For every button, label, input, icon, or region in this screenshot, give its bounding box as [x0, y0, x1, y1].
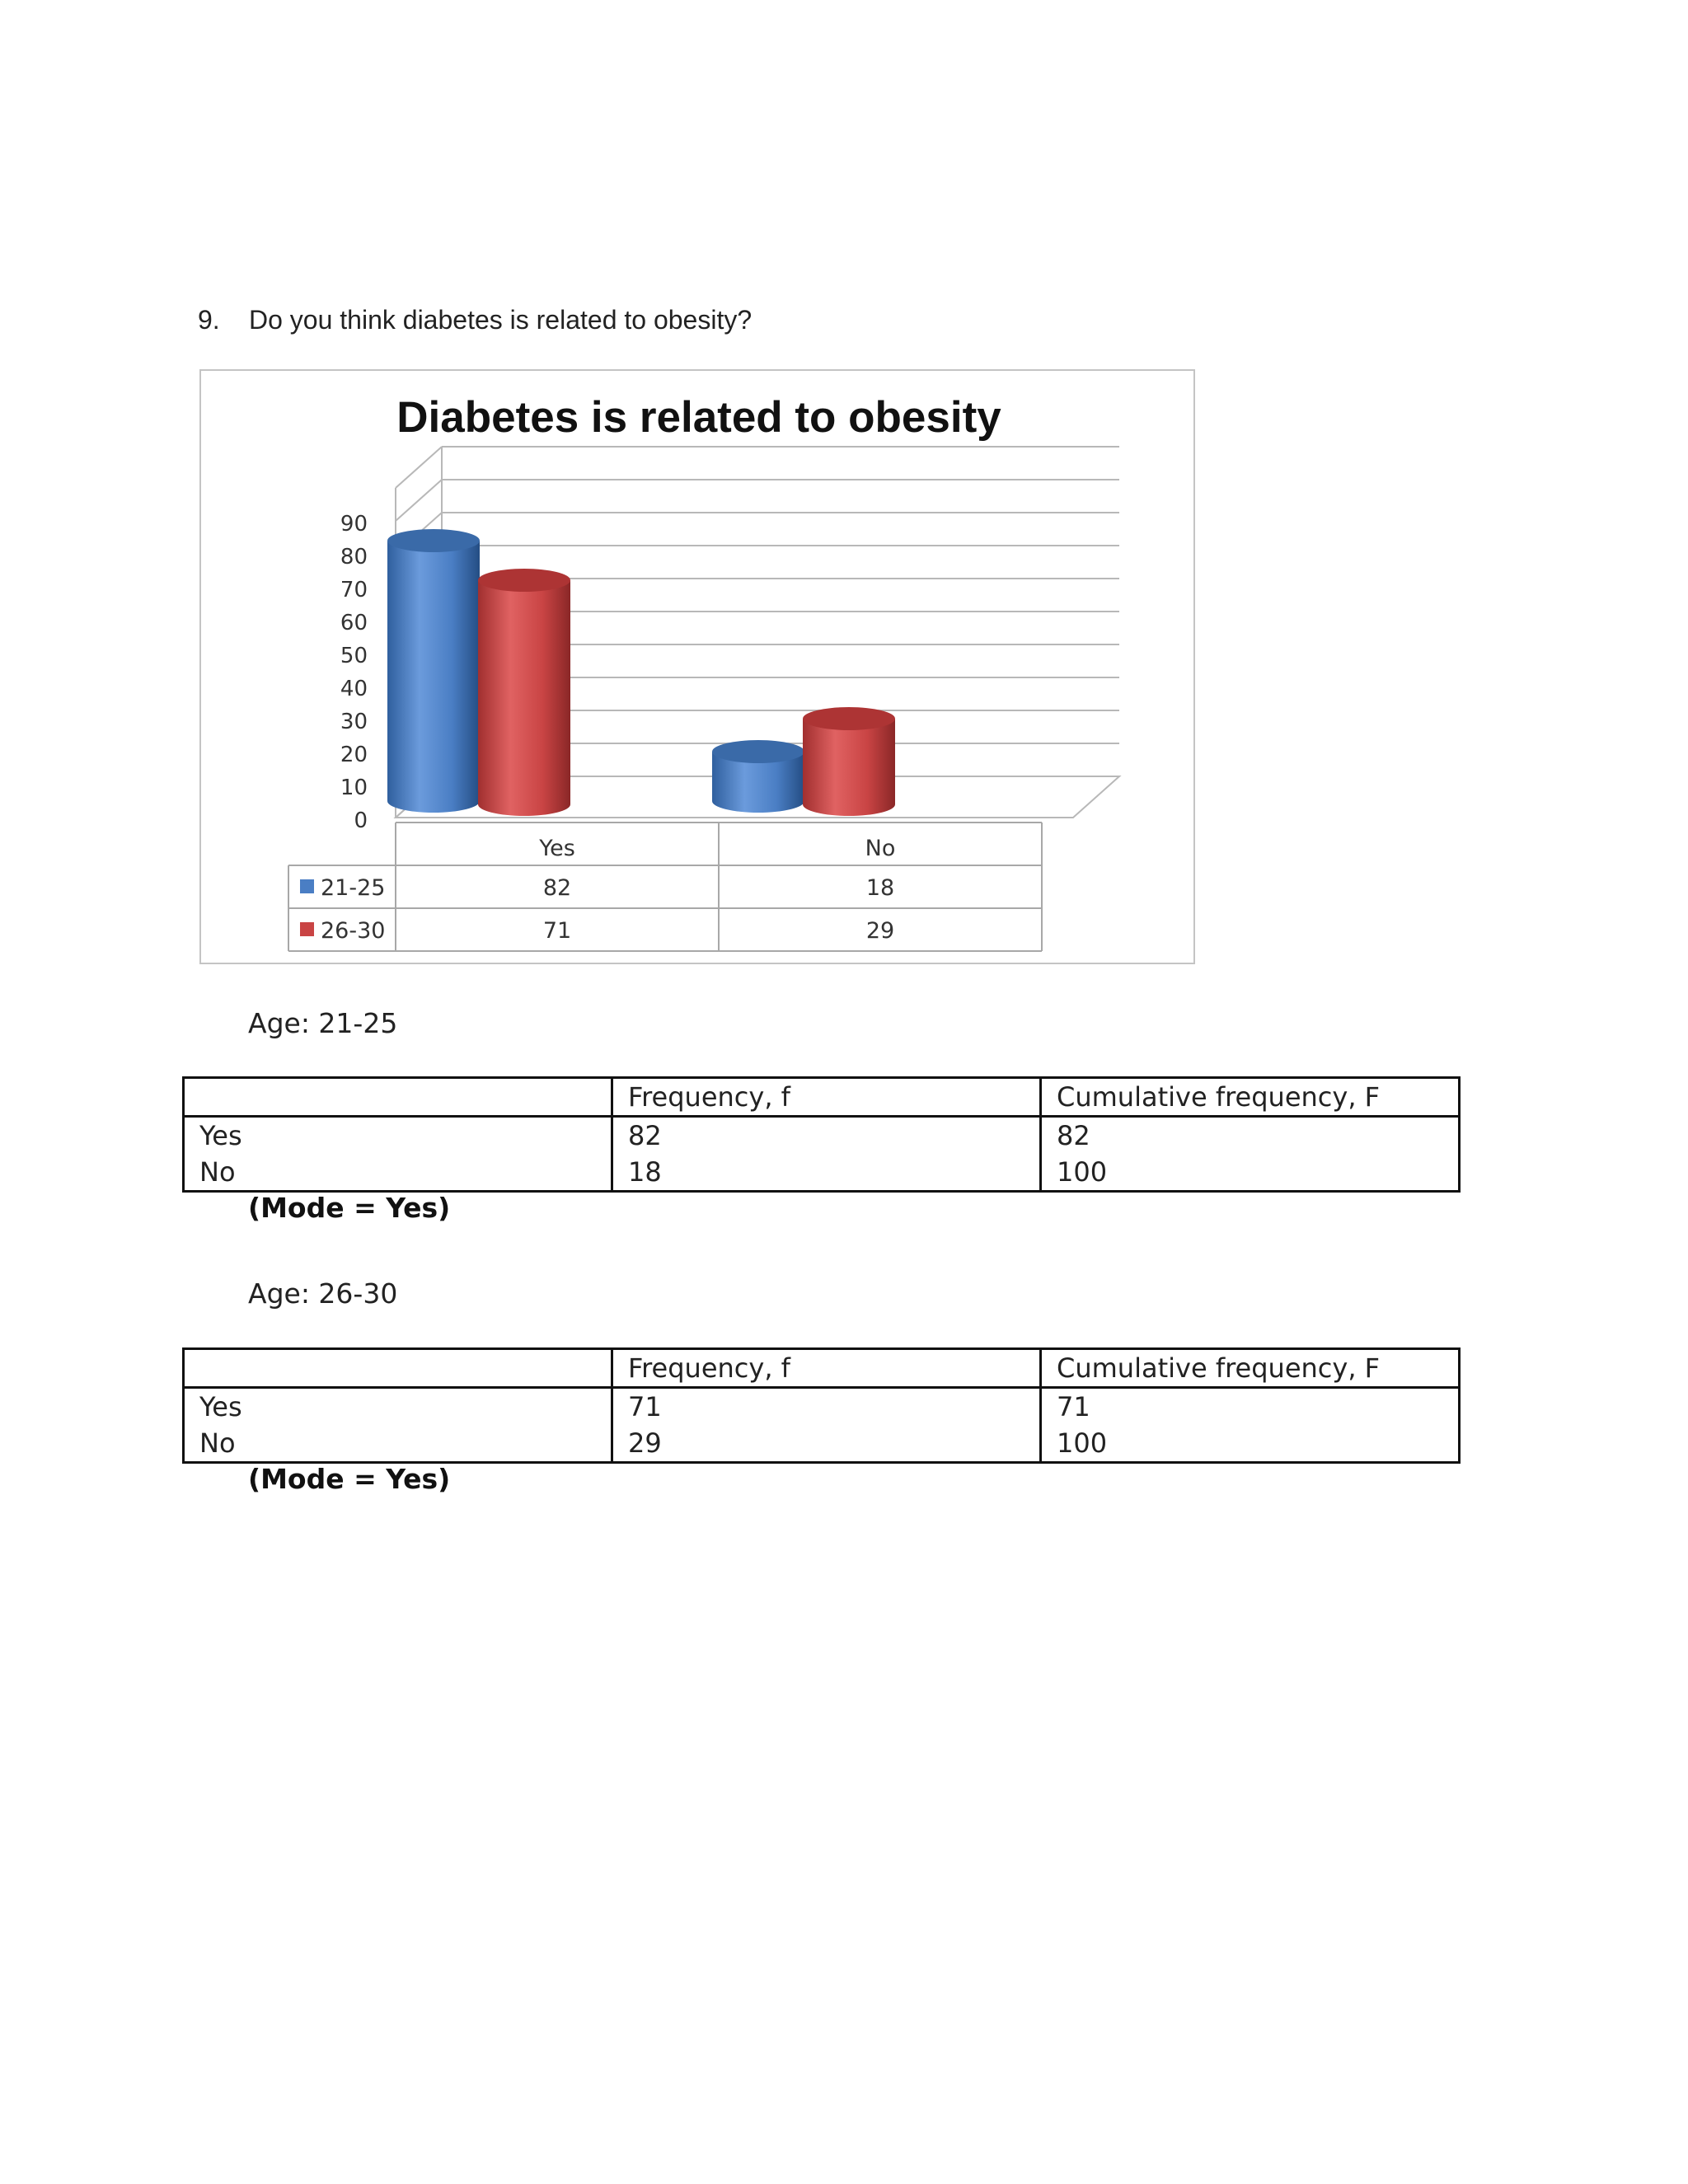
- y-tick-label: 20: [340, 743, 368, 767]
- question-number: 9.: [198, 305, 220, 335]
- data-value-label: 82: [542, 875, 572, 901]
- header-cell-frequency: Frequency, f: [612, 1078, 1041, 1117]
- data-value-label: 18: [865, 875, 895, 901]
- frequency-cell: 29: [612, 1425, 1041, 1463]
- row-label: Yes: [184, 1388, 612, 1426]
- age-label-1: Age: 21-25: [248, 1007, 398, 1039]
- y-tick-label: 60: [340, 611, 368, 635]
- mode-note-1: (Mode = Yes): [248, 1192, 451, 1224]
- y-tick-label: 10: [340, 776, 368, 800]
- table-header-row: [184, 1078, 1460, 1117]
- frequency-table-1: [182, 1076, 1461, 1193]
- age-label-2: Age: 26-30: [248, 1277, 398, 1310]
- cumulative-cell: 82: [1041, 1117, 1460, 1155]
- frequency-cell: 18: [612, 1154, 1041, 1192]
- table-row: [184, 1388, 1460, 1426]
- header-cell-cumulative: Cumulative frequency, F: [1041, 1078, 1460, 1117]
- data-value-label: 71: [542, 918, 572, 944]
- table-row: [184, 1154, 1460, 1192]
- bar-body: [478, 580, 570, 816]
- cumulative-cell: 100: [1041, 1154, 1460, 1192]
- question-line: [198, 305, 752, 335]
- header-cell-empty: [184, 1349, 612, 1388]
- header-cell-empty: [184, 1078, 612, 1117]
- side-wall-top: [396, 447, 442, 488]
- header-cell-frequency: Frequency, f: [612, 1349, 1041, 1388]
- mode-note-2: (Mode = Yes): [248, 1463, 451, 1495]
- y-tick-label: 40: [340, 677, 368, 701]
- cumulative-cell: 71: [1041, 1388, 1460, 1426]
- cumulative-cell: 100: [1041, 1425, 1460, 1463]
- bar-top: [712, 740, 804, 763]
- y-tick-label: 50: [340, 644, 368, 668]
- y-tick-label: 80: [340, 545, 368, 569]
- frequency-cell: 82: [612, 1117, 1041, 1155]
- y-tick-label: 0: [354, 808, 368, 833]
- bar-top: [478, 569, 570, 592]
- table-row: [184, 1425, 1460, 1463]
- chart-title: Diabetes is related to obesity: [396, 393, 1001, 442]
- bar-body: [803, 719, 895, 816]
- y-tick-label: 70: [340, 578, 368, 602]
- legend-swatch: [300, 922, 314, 936]
- frequency-table-2: [182, 1347, 1461, 1464]
- data-value-label: 29: [865, 918, 895, 944]
- x-category-label: Yes: [539, 836, 575, 861]
- bar-chart: [201, 371, 1197, 966]
- bar-top: [387, 529, 480, 552]
- legend-label: 21-25: [321, 875, 386, 901]
- row-label: Yes: [184, 1117, 612, 1155]
- side-gridline: [396, 480, 442, 521]
- legend-label: 26-30: [321, 918, 386, 944]
- header-cell-cumulative: Cumulative frequency, F: [1041, 1349, 1460, 1388]
- frequency-cell: 71: [612, 1388, 1041, 1426]
- bar-body: [387, 541, 480, 813]
- bar-top: [803, 707, 895, 730]
- table-row: [184, 1117, 1460, 1155]
- table-header-row: [184, 1349, 1460, 1388]
- y-tick-label: 30: [340, 710, 368, 734]
- question-text: Do you think diabetes is related to obesity?: [249, 305, 753, 335]
- legend-swatch: [300, 879, 314, 893]
- y-tick-label: 90: [340, 512, 368, 537]
- row-label: No: [184, 1154, 612, 1192]
- chart-container: [199, 369, 1195, 964]
- row-label: No: [184, 1425, 612, 1463]
- x-category-label: No: [865, 836, 896, 861]
